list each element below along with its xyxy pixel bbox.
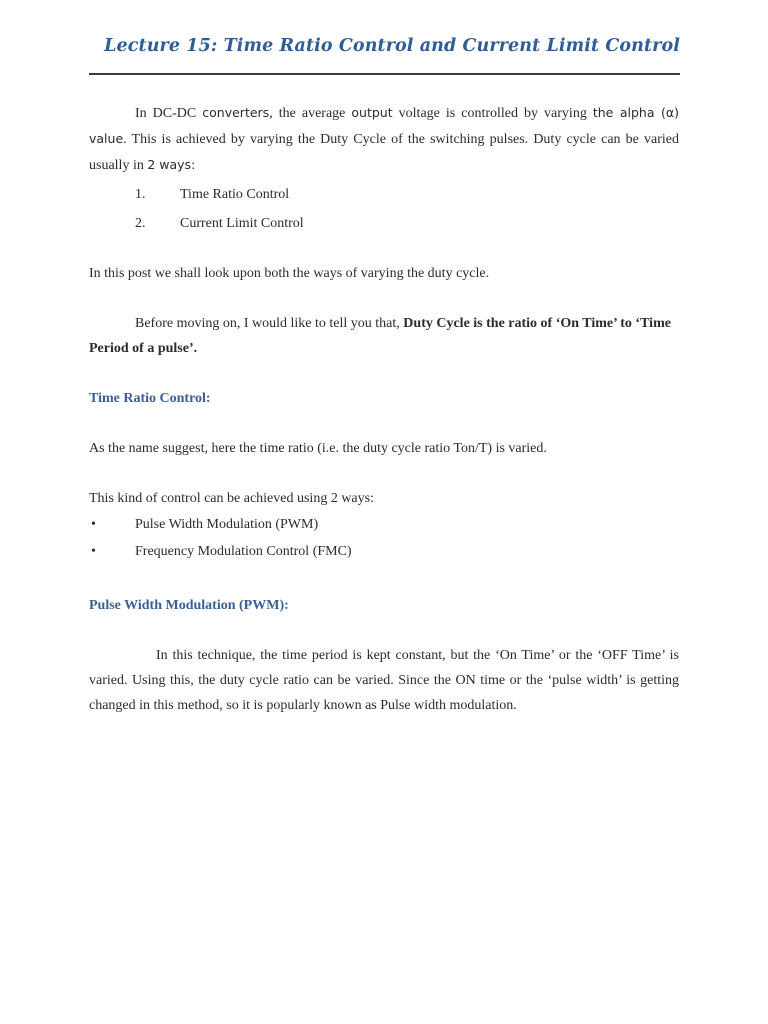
header-divider: [89, 73, 680, 75]
definition-text: Before moving on, I would like to tell you that,: [135, 316, 404, 331]
ways-list: [89, 186, 679, 244]
list-number: 2.: [135, 216, 146, 231]
list-number: 1.: [135, 187, 146, 202]
list-item: [89, 215, 679, 244]
section-heading-pwm: Pulse Width Modulation (PWM):: [89, 598, 289, 613]
list-item: [89, 538, 679, 565]
summary-paragraph: In this post we shall look upon both the ways of varying the duty cycle.: [89, 266, 490, 281]
bullet-mark: •: [91, 544, 96, 559]
bullet-text: Pulse Width Modulation (PWM): [135, 517, 319, 532]
term-two-ways: 2 ways:: [147, 157, 196, 172]
document-body: [89, 100, 679, 718]
lecture-title: Lecture 15: Time Ratio Control and Current Limit Control: [104, 36, 680, 56]
list-item: [89, 186, 679, 215]
intro-text: In DC-DC: [135, 106, 203, 121]
bullet-text: Frequency Modulation Control (FMC): [135, 544, 352, 559]
time-ratio-paragraph: As the name suggest, here the time ratio (i.e. the duty cycle ratio Ton/T) is varied.: [89, 441, 547, 456]
term-output: output: [351, 105, 393, 120]
bullet-mark: •: [91, 517, 96, 532]
pwm-paragraph: In this technique, the time period is kept constant, but the ‘On Time’ or the ‘OFF Time’ is varied. Using this, the duty cycle ratio can be varied. Since the ON time or the ‘pulse width’ is getting changed in this method, so it is popularly known as Pulse width modulation.: [89, 648, 679, 713]
term-alpha-value: the alpha (α) value: [89, 105, 680, 146]
section-heading-time-ratio: Time Ratio Control:: [89, 391, 211, 406]
list-text: Time Ratio Control: [180, 187, 290, 202]
term-converters: converters: [202, 105, 270, 120]
definition-bold: Duty Cycle is the ratio of ‘On Time’ to ‘Time Period of a pulse’.: [89, 316, 671, 356]
methods-bullet-list: [89, 511, 679, 565]
list-item: [89, 511, 679, 538]
ways-paragraph: This kind of control can be achieved using 2 ways:: [89, 491, 374, 506]
definition-paragraph: [89, 311, 679, 361]
intro-text: . This is achieved by varying the Duty Cycle of the switching pulses. Duty cycle can be varied usually in: [89, 132, 679, 173]
intro-text: , the average: [269, 106, 352, 121]
intro-paragraph: [89, 100, 679, 178]
intro-text: voltage is controlled by varying: [392, 106, 593, 121]
list-text: Current Limit Control: [180, 216, 304, 231]
